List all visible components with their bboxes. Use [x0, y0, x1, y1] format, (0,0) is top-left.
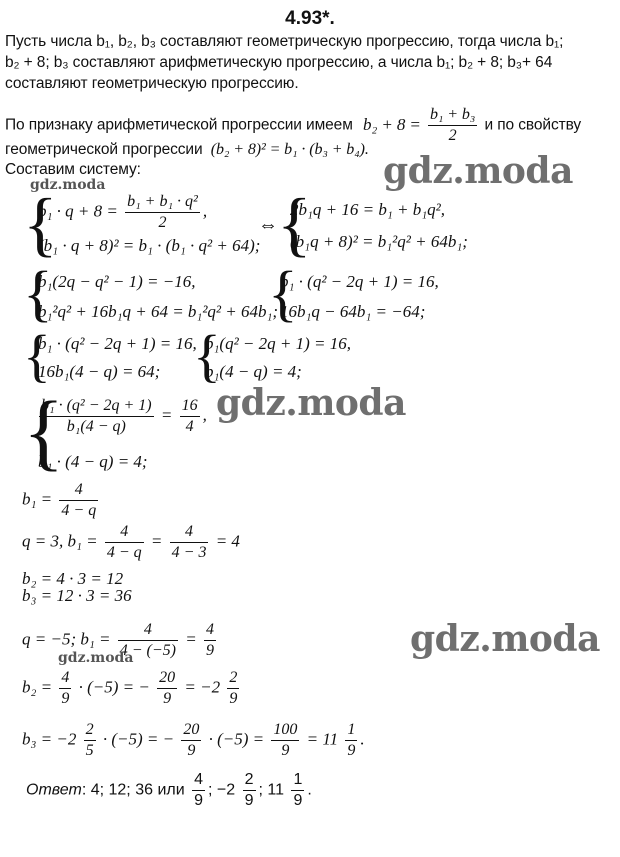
system2-eq4: 16b₁q − 64b₁ = −64; — [280, 302, 426, 321]
criterion-frac-den: 2 — [448, 127, 457, 144]
system2-right-brace: { — [268, 260, 298, 328]
case1-b1: q = 3, b₁ = $\frac{4}{4 - q}$ = $\frac{4}{4 - 3}$ = 4 — [22, 523, 240, 561]
intro-line-1: Пусть числа b₁, b₂, b₃ составляют геометрическую прогрессию, тогда числа b₁; — [5, 33, 564, 50]
criterion-suffix: и по свойству — [484, 116, 582, 134]
system3-eq2: 16b₁(4 − q) = 64; — [38, 362, 161, 381]
system3-eq3: b₁(q² − 2q + 1) = 16, — [205, 334, 351, 353]
criterion-prefix: По признаку арифметической прогрессии имеем — [5, 116, 353, 134]
system3-right-brace: { — [193, 323, 221, 388]
system4-eq2: b₁ · (4 − q) = 4; — [38, 452, 148, 471]
system1-left-brace: { — [23, 184, 58, 264]
system4-brace: { — [23, 383, 65, 479]
criterion-fraction — [428, 105, 477, 146]
system3-eq1: b₁ · (q² − 2q + 1) = 16, — [38, 334, 197, 353]
watermark-big-3: gdz.moda — [410, 618, 600, 660]
watermark-big-2: gdz.moda — [216, 382, 406, 424]
criterion-frac-num: b₁ + b₃ — [428, 105, 477, 126]
watermark-small-1: gdz.moda — [30, 177, 106, 193]
compose-line: Составим систему: — [5, 161, 141, 178]
case2-b3: b₃ = −2 $\frac{2}{5}$ · (−5) = − $\frac{20}{9}$ · (−5) = $\frac{100}{9}$ = 11 $\frac{1}{9}$ . — [22, 721, 365, 759]
system1-eq2: (b₁ · q + 8)² = b₁ · (b₁ · q² + 64); — [38, 236, 261, 255]
system1-eq1: b₁ · q + 8 = $\frac{\text{b₁ + b₁ · q²}}{2}$ , — [38, 193, 208, 231]
system2-eq1: b₁(2q − q² − 1) = −16, — [38, 272, 196, 291]
b1-formula: b₁ = $\frac{4}{4 - q}$ — [22, 481, 97, 519]
watermark-big-1: gdz.moda — [383, 150, 573, 192]
case1-b3: b₃ = 12 · 3 = 36 — [22, 586, 132, 605]
watermark-small-2: gdz.moda — [58, 650, 134, 666]
system3-eq4: b₁(4 − q) = 4; — [205, 362, 302, 381]
answer-line: Ответ: 4; 12; 36 или $\frac{4}{9}$ ; −2 $\frac{2}{9}$ ; 11 $\frac{1}{9}$ . — [26, 771, 312, 809]
case1-b2: b₂ = 4 · 3 = 12 — [22, 569, 124, 588]
system1-eq3: 2b₁q + 16 = b₁ + b₁q², — [290, 200, 445, 219]
system2-eq3: b₁ · (q² − 2q + 1) = 16, — [280, 272, 439, 291]
system2-eq2: b₁²q² + 16b₁q + 64 = b₁²q² + 64b₁; — [38, 302, 279, 321]
system1-right-brace: { — [277, 184, 312, 264]
geom-property-prefix: геометрической прогрессии — [5, 141, 203, 158]
criterion-eq-left: b₂ + 8 = — [362, 114, 421, 134]
answer-label: Ответ — [26, 781, 82, 799]
equivalence-arrow: ⇔ — [258, 214, 278, 236]
problem-number: 4.93*. — [285, 8, 335, 29]
intro-line-2: b₂ + 8; b₃ составляют арифметическую прогрессию, а числа b₁; b₂ + 8; b₃+ 64 — [5, 54, 553, 71]
system3-left-brace: { — [23, 323, 51, 388]
case2-b1: q = −5; b₁ = $\frac{4}{4 - (-5)}$ = $\frac{4}{9}$ — [22, 621, 214, 659]
system1-eq4: (b₁q + 8)² = b₁²q² + 64b₁; — [290, 232, 468, 251]
answer-values: : 4; 12; 36 или — [81, 781, 185, 799]
intro-line-3: составляют геометрическую прогрессию. — [5, 75, 299, 92]
geom-property-line — [5, 141, 369, 159]
criterion-line — [5, 105, 581, 146]
system2-left-brace: { — [23, 260, 53, 328]
case2-b2: b₂ = $\frac{4}{9}$ · (−5) = − $\frac{20}{9}$ = −2 $\frac{2}{9}$ — [22, 669, 238, 707]
system4-eq1: $\frac{\text{b₁ · (q² − 2q + 1)}}{\text{b₁(4 − q)}}$ = $\frac{16}{4}$ , — [41, 397, 207, 435]
geom-property-formula: (b₂ + 8)² = b₁ · (b₃ + b₄). — [210, 141, 369, 158]
